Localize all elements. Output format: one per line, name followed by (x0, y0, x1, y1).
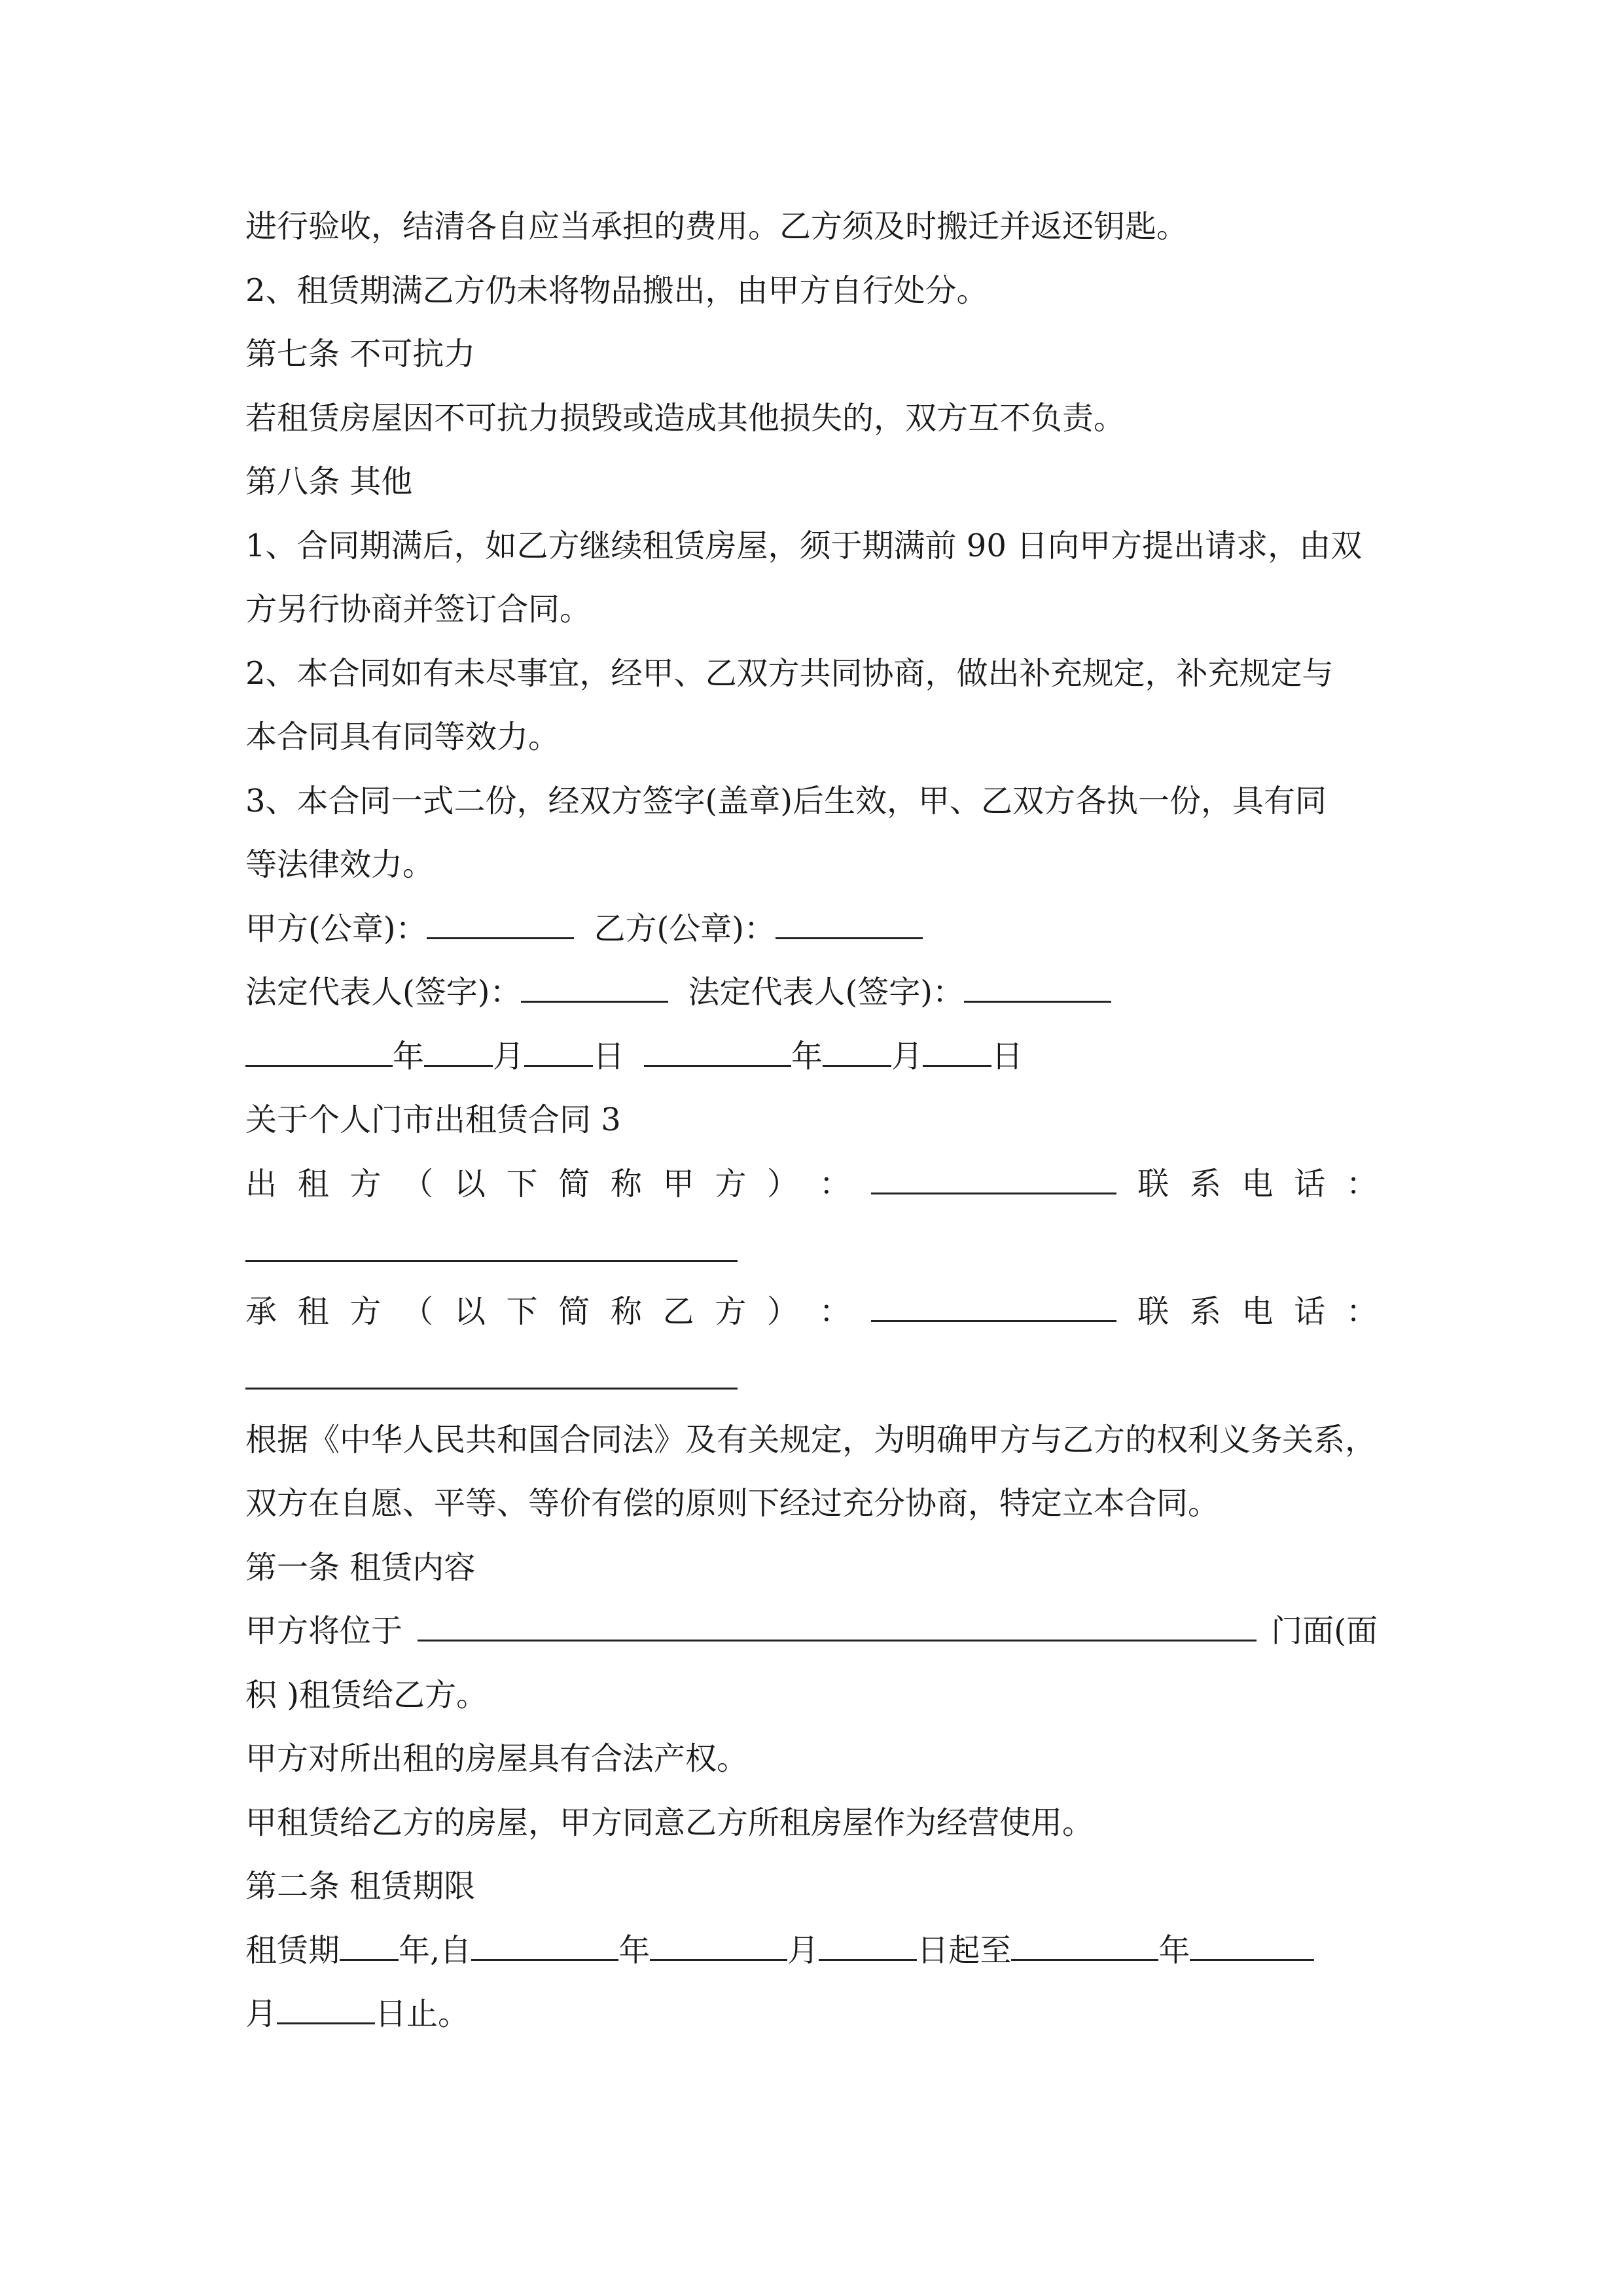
lessee-char: ） (767, 1293, 799, 1330)
article-heading: 第一条 租赁内容 (245, 1549, 476, 1586)
lessee-char: 简 (558, 1293, 590, 1330)
lease-years-blank[interactable] (340, 1931, 399, 1961)
lessee-char: 乙 (662, 1293, 694, 1330)
text-line: 3、本合同一式二份，经双方签字(盖章)后生效，甲、乙双方各执一份，具有同 (245, 783, 1327, 819)
party-a-representative-label: 法定代表人(签字)： (245, 974, 522, 1011)
lessor-phone-char: ： (1346, 1166, 1378, 1202)
article-heading: 第二条 租赁期限 (245, 1868, 476, 1905)
lease-to-label: 起至 (948, 1932, 1012, 1969)
lessor-phone-char: 系 (1189, 1166, 1221, 1202)
start-month-blank[interactable] (650, 1931, 787, 1961)
lessee-name-blank[interactable] (871, 1293, 1116, 1322)
start-year-blank[interactable] (471, 1931, 618, 1961)
lessee-char: ： (819, 1293, 851, 1330)
party-b-seal-label: 乙方(公章)： (594, 910, 776, 947)
text-line: 进行验收，结清各自应当承担的费用。乙方须及时搬迁并返还钥匙。 (245, 208, 1188, 245)
date-year-blank[interactable] (245, 1037, 393, 1067)
text-line: 若租赁房屋因不可抗力损毁或造成其他损失的，双方互不负责。 (245, 400, 1126, 437)
lessee-phone-char: ： (1346, 1293, 1378, 1330)
lessee-char: （ (402, 1293, 434, 1330)
lessor-phone-char: 电 (1241, 1166, 1274, 1202)
lessee-phone-char: 系 (1189, 1293, 1221, 1330)
text-line: 甲租赁给乙方的房屋，甲方同意乙方所租房屋作为经营使用。 (245, 1804, 1094, 1841)
month-label: 月 (891, 1038, 923, 1075)
lessor-name-blank[interactable] (871, 1165, 1116, 1194)
text-line: 本合同具有同等效力。 (245, 719, 560, 755)
date-day-blank[interactable] (524, 1037, 593, 1067)
end-month-blank[interactable] (1190, 1931, 1314, 1961)
year-label: 年 (1158, 1932, 1190, 1969)
lessee-char: 方 (349, 1293, 382, 1330)
lease-term-row (245, 1931, 1378, 1970)
lease-from-label: 年,自 (399, 1932, 472, 1969)
storefront-label: 门面(面 (1271, 1613, 1378, 1649)
date-month-blank[interactable] (424, 1037, 493, 1067)
signature-row-seal (245, 909, 1378, 948)
lessee-phone-char: 电 (1241, 1293, 1274, 1330)
lessor-char: 租 (297, 1166, 329, 1202)
year-label: 年 (618, 1932, 651, 1969)
location-row (245, 1611, 1378, 1651)
party-b-representative-blank[interactable] (964, 973, 1111, 1003)
lease-end-row (245, 1994, 1378, 2034)
start-day-blank[interactable] (819, 1931, 917, 1961)
party-a-seal-label: 甲方(公章)： (245, 910, 427, 947)
lease-end-label: 日止。 (375, 1996, 470, 2032)
text-line: 2、租赁期满乙方仍未将物品搬出，由甲方自行处分。 (245, 272, 988, 309)
lessee-phone-blank[interactable] (245, 1388, 738, 1390)
day-label: 日 (593, 1038, 625, 1075)
lessor-char: 称 (610, 1166, 642, 1202)
lessor-char: （ (402, 1166, 434, 1202)
lessee-char: 租 (297, 1293, 329, 1330)
end-year-blank[interactable] (1011, 1931, 1158, 1961)
date-day-blank[interactable] (923, 1037, 991, 1067)
text-line: 甲方对所出租的房屋具有合法产权。 (245, 1740, 749, 1777)
month-label: 月 (245, 1996, 277, 2032)
lessor-char: ： (819, 1166, 851, 1202)
lessor-char: 下 (506, 1166, 538, 1202)
end-day-blank[interactable] (277, 1995, 375, 2024)
day-label: 日 (991, 1038, 1024, 1075)
lessor-char: ） (767, 1166, 799, 1202)
contract-title: 关于个人门市出租赁合同 3 (245, 1102, 621, 1138)
text-line: 双方在自愿、平等、等价有偿的原则下经过充分协商，特定立本合同。 (245, 1485, 1220, 1522)
text-line: 积 )租赁给乙方。 (245, 1677, 488, 1713)
lessor-phone-blank[interactable] (245, 1260, 738, 1262)
lessor-row (245, 1164, 1378, 1204)
lessor-phone-char: 话 (1294, 1166, 1326, 1202)
lessor-char: 方 (715, 1166, 747, 1202)
lease-term-label: 租赁期 (245, 1932, 340, 1969)
text-line: 方另行协商并签订合同。 (245, 591, 592, 628)
signature-row-representative (245, 973, 1378, 1012)
party-a-representative-blank[interactable] (521, 973, 668, 1003)
party-b-representative-label: 法定代表人(签字)： (688, 974, 964, 1011)
lessee-char: 下 (506, 1293, 538, 1330)
date-month-blank[interactable] (823, 1037, 891, 1067)
signature-date-row (245, 1037, 1378, 1076)
lessor-char: 甲 (662, 1166, 694, 1202)
location-blank[interactable] (418, 1612, 1257, 1641)
lessor-char: 出 (245, 1166, 277, 1202)
lessor-char: 简 (558, 1166, 590, 1202)
year-label: 年 (393, 1038, 425, 1075)
lessee-phone-char: 话 (1294, 1293, 1326, 1330)
text-line: 1、合同期满后，如乙方继续租赁房屋，须于期满前 90 日向甲方提出请求，由双 (245, 528, 1363, 564)
text-line: 等法律效力。 (245, 846, 435, 883)
day-label: 日 (917, 1932, 949, 1969)
lessor-char: 以 (454, 1166, 486, 1202)
month-label: 月 (493, 1038, 525, 1075)
lessee-phone-char: 联 (1137, 1293, 1169, 1330)
month-label: 月 (787, 1932, 819, 1969)
party-b-seal-blank[interactable] (776, 910, 923, 939)
lessee-char: 承 (245, 1293, 277, 1330)
year-label: 年 (791, 1038, 823, 1075)
text-line: 根据《中华人民共和国合同法》及有关规定，为明确甲方与乙方的权利义务关系， (245, 1422, 1377, 1458)
lessee-char: 方 (715, 1293, 747, 1330)
location-label: 甲方将位于 (245, 1613, 403, 1649)
lessee-char: 以 (454, 1293, 486, 1330)
lessor-char: 方 (349, 1166, 382, 1202)
lessee-char: 称 (610, 1293, 642, 1330)
date-year-blank[interactable] (644, 1037, 791, 1067)
article-heading: 第七条 不可抗力 (245, 336, 476, 372)
party-a-seal-blank[interactable] (427, 910, 574, 939)
text-line: 2、本合同如有未尽事宜，经甲、乙双方共同协商，做出补充规定，补充规定与 (245, 655, 1334, 692)
lessor-phone-char: 联 (1137, 1166, 1169, 1202)
lessee-row (245, 1292, 1378, 1331)
article-heading: 第八条 其他 (245, 463, 413, 500)
